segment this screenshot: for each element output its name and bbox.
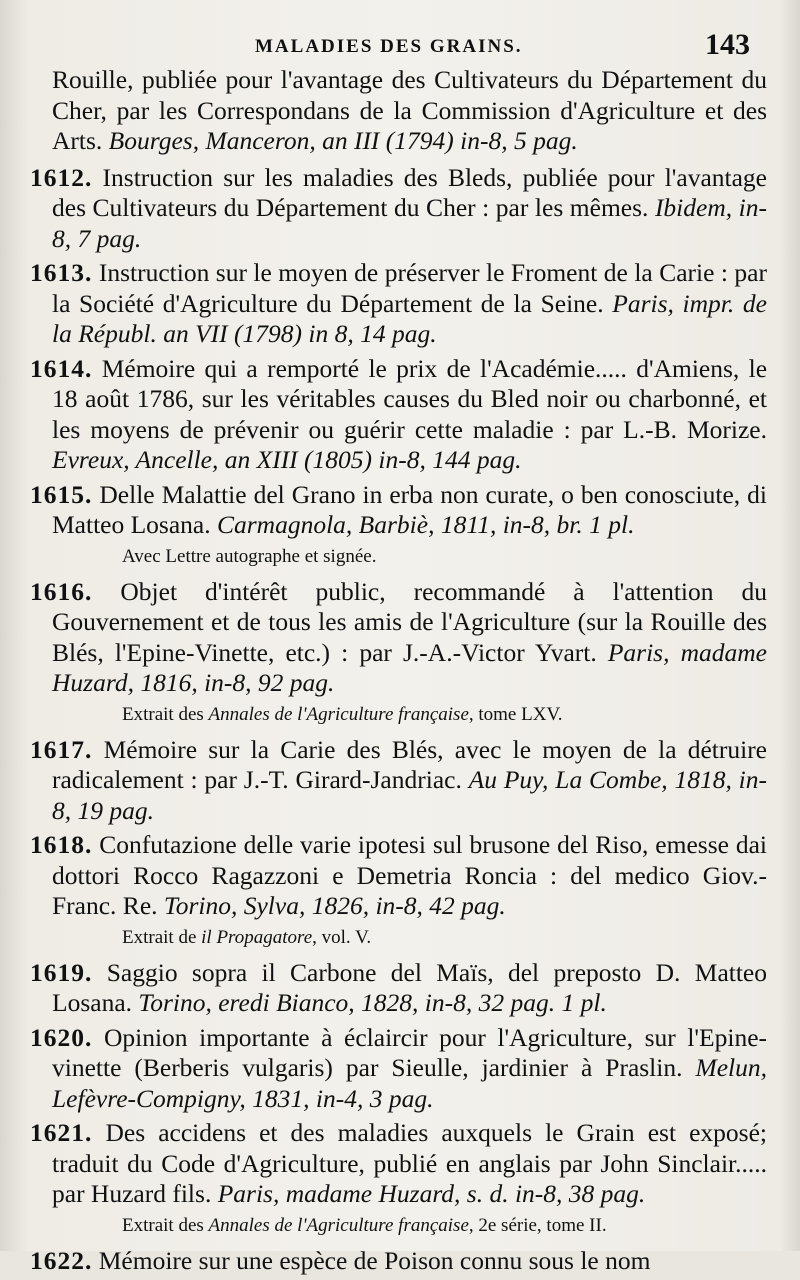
entry-imprint: Torino, Sylva, 1826, in-8, 42 pag.: [163, 891, 506, 920]
entry-imprint: Paris, madame Huzard, s. d. in-8, 38 pag.: [217, 1179, 646, 1208]
entry-text: Mémoire sur une espèce de Poison connu sous le nom: [98, 1245, 651, 1275]
entry-note: [122, 545, 767, 569]
entry-imprint: Paris, madame Huzard, 1816, in-8, 92 pag.: [52, 637, 767, 697]
note-text: Extrait de: [122, 926, 202, 948]
entry-text: Objet d'intérêt public, recommandé à l'attention du Gouvernement et de tous les amis de l'Agriculture (sur la Rouille des Blés, l'Epine-Vinette, etc.) : par J.-A.-Victor Yvart.: [52, 576, 767, 667]
note-tail: , tome LXV.: [468, 703, 563, 725]
entry-text: Saggio sopra il Carbone del Maïs, del preposto D. Matteo Losana.: [52, 957, 767, 1017]
entry-1613: [30, 258, 767, 350]
entry-text: Rouille, publiée pour l'avantage des Cultivateurs du Département du Cher, par les Correspondans de la Commission d'Agriculture et des Arts.: [52, 65, 767, 155]
entry-text: Instruction sur le moyen de préserver le Froment de la Carie : par la Société d'Agriculture du Département de la Seine.: [52, 258, 767, 318]
entry-note: [122, 926, 767, 950]
entry-imprint: Ibidem, in-8, 7 pag.: [52, 193, 767, 253]
entry-1618: [30, 830, 768, 922]
entry-imprint: Carmagnola, Barbiè, 1811, in-8, br. 1 pl.: [217, 510, 635, 539]
entry-imprint: Au Puy, La Combe, 1818, in-8, 19 pag.: [52, 765, 767, 825]
entry-text: Confutazione delle varie ipotesi sul brusone del Riso, emesse dai dottori Rocco Ragazzoni e Demetria Roncia : del medico Giov.-Franc. Re.: [52, 830, 768, 920]
continued-entry: [52, 65, 767, 157]
entry-text: Mémoire sur la Carie des Blés, avec le moyen de la détruire radicalement : par J.-T. Girard-Jandriac.: [52, 734, 768, 794]
entry-number: 1622.: [30, 1245, 93, 1275]
entry-text: Mémoire qui a remporté le prix de l'Académie..... d'Amiens, le 18 août 1786, sur les véritables causes du Bled noir ou charbonné, et les moyens de prévenir ou guérir cette maladie : par L.-B. Morize.: [52, 353, 768, 444]
note-tail: , vol. V.: [312, 926, 372, 948]
entry-text: Delle Malattie del Grano in erba non curate, o ben conosciute, di Matteo Losana.: [52, 479, 768, 539]
entry-imprint: Evreux, Ancelle, an XIII (1805) in-8, 144 pag.: [52, 445, 522, 474]
entry-text: Opinion importante à éclaircir pour l'Agriculture, sur l'Epine-vinette (Berberis vulgaris) par Sieulle, jardinier à Praslin.: [52, 1022, 768, 1082]
bibliography-list: [30, 65, 768, 1280]
entry-1621: [30, 1118, 768, 1210]
note-title: il Propagatore: [201, 926, 313, 948]
entry-number: 1613.: [30, 258, 93, 287]
note-text: Avec Lettre autographe et signée.: [122, 545, 377, 567]
entry-number: 1621.: [30, 1118, 93, 1147]
entry-number: 1615.: [30, 479, 93, 509]
entry-number: 1614.: [30, 353, 93, 383]
entry-1622: [30, 1245, 767, 1277]
running-title: MALADIES DES GRAINS.: [255, 36, 523, 57]
page-number: 143: [705, 28, 750, 61]
note-title: Annales de l'Agriculture française: [208, 1214, 469, 1236]
entry-number: 1616.: [30, 576, 93, 606]
entry-1616: [30, 576, 767, 699]
entry-text: Instruction sur les maladies des Bleds, publiée pour l'avantage des Cultivateurs du Département du Cher : par les mêmes.: [52, 162, 768, 222]
page-header: [0, 24, 800, 64]
entry-1614: [30, 353, 768, 476]
entry-number: 1617.: [30, 734, 93, 764]
note-title: Annales de l'Agriculture française: [208, 703, 469, 725]
entry-1619: [30, 957, 767, 1019]
entry-note: [122, 1214, 767, 1238]
note-text: Extrait des: [122, 703, 209, 725]
entry-imprint: Torino, eredi Bianco, 1828, in-8, 32 pag. 1 pl.: [138, 988, 607, 1017]
entry-text: Des accidens et des maladies auxquels le Grain est exposé; traduit du Code d'Agriculture, publié en anglais par John Sinclair..... par Huzard fils.: [52, 1118, 768, 1208]
entry-number: 1612.: [30, 162, 93, 192]
entry-imprint: Paris, impr. de la Républ. an VII (1798) in 8, 14 pag.: [52, 288, 767, 348]
entry-1617: [30, 734, 768, 827]
entry-note: [122, 703, 767, 727]
entry-1615: [30, 479, 768, 541]
entry-1612: [30, 162, 768, 255]
entry-number: 1620.: [30, 1022, 93, 1052]
entry-number: 1619.: [30, 957, 93, 987]
entry-number: 1618.: [30, 830, 93, 859]
entry-imprint: Bourges, Manceron, an III (1794) in-8, 5 pag.: [108, 126, 578, 155]
entry-imprint: Melun, Lefèvre-Compigny, 1831, in-4, 3 pag.: [52, 1053, 768, 1113]
note-text: Extrait des: [122, 1214, 209, 1236]
note-tail: , 2e série, tome II.: [468, 1214, 607, 1236]
entry-1620: [30, 1022, 768, 1115]
